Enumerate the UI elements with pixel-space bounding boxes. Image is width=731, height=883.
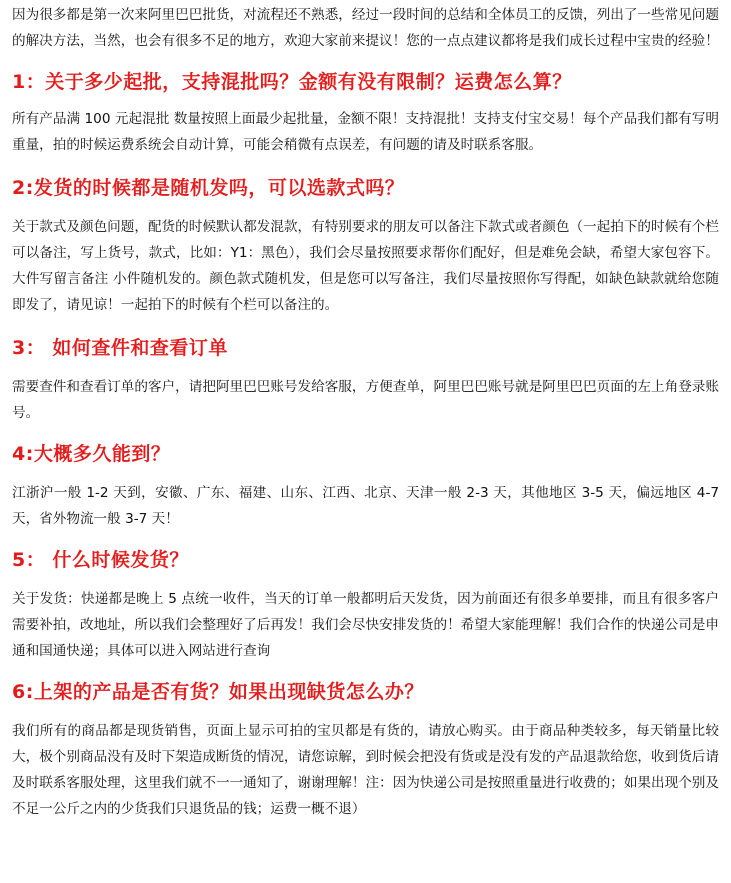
faq-3-heading: 3： 如何查件和查看订单 xyxy=(12,337,228,359)
faq-1-answer: 所有产品满 100 元起混批 数量按照上面最少起批量，金额不限！支持混批！支持支付宝交易！每个产品我们都有写明重量，拍的时候运费系统会自动计算，可能会稍微有点误差，有问题的请及时联系客服。 xyxy=(12,111,719,153)
faq-2-answer: 关于款式及颜色问题，配货的时候默认都发混款，有特别要求的朋友可以备注下款式或者颜色（一起拍下的时候有个栏可以备注，写上货号，款式，比如：Y1：黑色），我们会尽量按照要求帮你们配好，但是难免会缺，希望大家包容下。大件写留言备注 小件随机发的。颜色款式随机发，但是您可以写备注，我们尽量按照你写得配，如缺色缺款就给您随即发了，请见谅！一起拍下的时候有个栏可以备注的。 xyxy=(12,219,719,313)
faq-2-heading: 2:发货的时候都是随机发吗，可以选款式吗？ xyxy=(12,177,405,199)
faq-1-heading: 1：关于多少起批，支持混批吗？金额有没有限制？运费怎么算？ xyxy=(12,71,572,93)
faq-4-answer: 江浙沪一般 1-2 天到，安徽、广东、福建、山东、江西、北京、天津一般 2-3 天，其他地区 3-5 天，偏远地区 4-7 天，省外物流一般 3-7 天！ xyxy=(12,485,719,527)
faq-5-answer: 关于发货：快递都是晚上 5 点统一收件，当天的订单一般都明后天发货，因为前面还有很多单要排，而且有很多客户需要补拍，改地址，所以我们会整理好了后再发！我们会尽快安排发货的！希望大家能理解！我们合作的快递公司是申通和国通快递；具体可以进入网站进行查询 xyxy=(12,591,719,659)
faq-6-answer: 我们所有的商品都是现货销售，页面上显示可拍的宝贝都是有货的，请放心购买。由于商品种类较多，每天销量比较大，极个别商品没有及时下架造成断货的情况，请您谅解，到时候会把没有货或是没有发的产品退款给您，收到货后请及时联系客服处理，这里我们就不一一通知了，谢谢理解！注：因为快递公司是按照重量进行收费的；如果出现个别及不足一公斤之内的少货我们只退货品的钱；运费一概不退） xyxy=(12,723,719,817)
intro-paragraph: 因为很多都是第一次来阿里巴巴批货，对流程还不熟悉，经过一段时间的总结和全体员工的反馈，列出了一些常见问题的解决方法，当然，也会有很多不足的地方，欢迎大家前来提议！您的一点点建议都将是我们成长过程中宝贵的经验！ xyxy=(12,7,719,49)
faq-5-heading: 5： 什么时候发货？ xyxy=(12,549,189,571)
faq-3-answer: 需要查件和查看订单的客户，请把阿里巴巴账号发给客服，方便查单，阿里巴巴账号就是阿里巴巴页面的左上角登录账号。 xyxy=(12,379,719,421)
faq-6-heading: 6:上架的产品是否有货？如果出现缺货怎么办？ xyxy=(12,681,424,703)
faq-4-heading: 4:大概多久能到？ xyxy=(12,443,171,465)
